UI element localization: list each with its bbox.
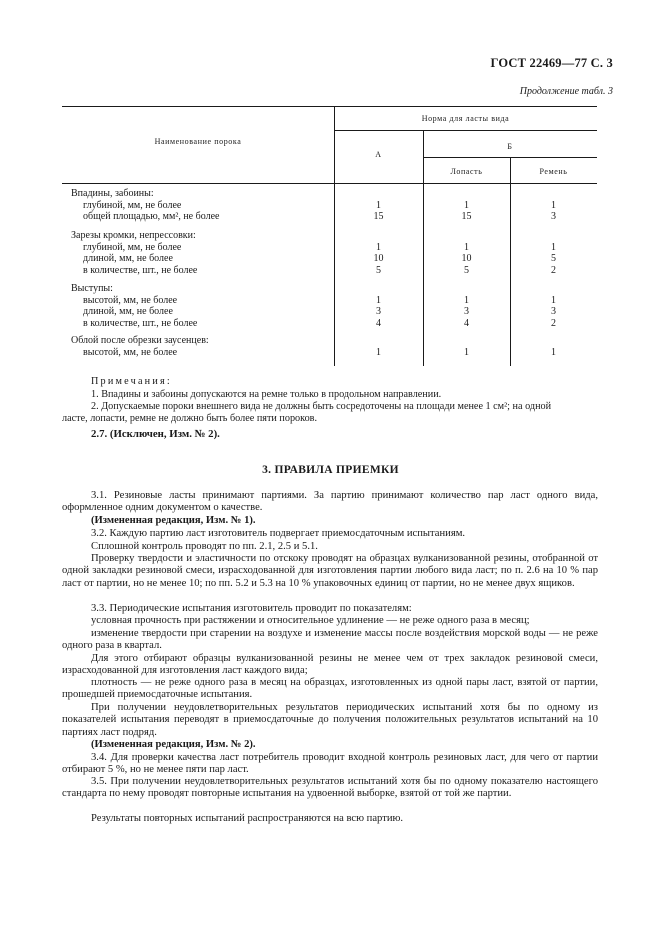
- value-lopast: 1: [464, 199, 469, 211]
- value-remen: 1: [551, 294, 556, 306]
- row-label: в количестве, шт., не более: [83, 317, 198, 329]
- row-label: глубиной, мм, не более: [83, 241, 182, 253]
- value-type-a: 3: [376, 306, 381, 317]
- group-title: Облой после обрезки заусенцев:: [71, 335, 209, 346]
- paragraph-3-4: 3.4. Для проверки качества ласт потребитель проводит входной контроль резиновых ласт, для чего от партии отбирают 5 %, но не менее пяти пар ласт.: [62, 752, 598, 776]
- note-2: 2. Допускаемые пороки внешнего вида не должны быть сосредоточены на площади менее 1 см²; на одной: [91, 401, 552, 412]
- value-type-a: 15: [373, 211, 384, 222]
- value-lopast: 4: [464, 317, 469, 329]
- row-label: высотой, мм, не более: [83, 346, 178, 358]
- value-remen: 5: [551, 253, 556, 264]
- paragraph-3-3-failure: При получении неудовлетворительных результатов периодических испытаний хотя бы по одному из показателей испытания переводят в приемосдаточные до получения положительных результатов испытаний на 10 партиях ласт подряд.: [62, 702, 598, 738]
- value-type-a: 1: [376, 346, 381, 358]
- value-lopast: 3: [464, 306, 469, 317]
- header-bottom-rule: [62, 183, 597, 184]
- table-top-rule: [62, 106, 597, 107]
- column-header-remen: Ремень: [539, 167, 568, 176]
- paragraph-3-3-strength: условная прочность при растяжении и относительное удлинение — не реже одного раза в месяц;: [91, 615, 530, 626]
- column-header-name: Наименование порока: [154, 137, 242, 146]
- paragraph-3-2-hardness: Проверку твердости и эластичности по отскоку проводят на образцах вулканизованной резины, отобранной от одной закладки резиновой смеси, израсходованной для изготовления партии любого вида ласт; по п. 2.6 на 10 % пар ласт от партии, но не менее 10; по пп. 5.2 и 5.3 на 10 % упаковочных единиц от партии, но не менее двух ящиков.: [62, 553, 598, 589]
- paragraph-3-3-samples: Для этого отбирают образцы вулканизованной резины не менее чем от трех закладок резиновой смеси, израсходованной для изготовления ласт каждого вида;: [62, 653, 598, 677]
- value-lopast: 1: [464, 346, 469, 358]
- paragraph-3-2-continuous-control: Сплошной контроль проводят по пп. 2.1, 2.5 и 5.1.: [91, 541, 318, 552]
- group-title: Зарезы кромки, непрессовки:: [71, 230, 196, 241]
- value-type-a: 1: [376, 241, 381, 253]
- value-remen: 2: [551, 317, 556, 329]
- value-remen: 3: [551, 306, 556, 317]
- value-type-a: 10: [373, 253, 384, 264]
- row-label: длиной, мм, не более: [83, 306, 173, 317]
- note-2-continued: ласте, лопасти, ремне не должно быть более пяти пороков.: [62, 413, 318, 424]
- norm-header-rule: [334, 130, 597, 131]
- paragraph-3-5-retest: Результаты повторных испытаний распространяются на всю партию.: [91, 813, 404, 824]
- row-label: глубиной, мм, не более: [83, 199, 182, 211]
- group-title: Впадины, забоины:: [71, 188, 154, 199]
- row-label: в количестве, шт., не более: [83, 264, 198, 276]
- amendment-note-1: (Измененная редакция, Изм. № 1).: [91, 515, 256, 526]
- paragraph-3-5: 3.5. При получении неудовлетворительных результатов испытаний хотя бы по одному показателю настоящего стандарта по нему проводят повторные испытания на удвоенной выборке, взятой от той же партии.: [62, 776, 598, 800]
- paragraph-3-3-density: плотность — не реже одного раза в месяц на образцах, изготовленных из одной пары ласт, взятой от партии, прошедшей приемосдаточные испытания.: [62, 677, 598, 701]
- paragraph-3-3-aging: изменение твердости при старении на воздухе и изменение массы после воздействия морской воды — не реже одного раза в квартал.: [62, 628, 598, 652]
- row-label: длиной, мм, не более: [83, 253, 173, 264]
- column-header-lopast: Лопасть: [450, 167, 483, 176]
- group-title: Выступы:: [71, 283, 113, 294]
- defects-table: [62, 106, 597, 366]
- column-header-type-a: А: [375, 150, 382, 159]
- value-remen: 1: [551, 346, 556, 358]
- value-lopast: 5: [464, 264, 469, 276]
- value-type-a: 5: [376, 264, 381, 276]
- value-remen: 1: [551, 241, 556, 253]
- document-header: ГОСТ 22469—77 С. 3: [490, 56, 613, 70]
- paragraph-3-1: 3.1. Резиновые ласты принимают партиями. За партию принимают количество пар ласт одного вида, оформленное одним документом о качестве.: [62, 490, 598, 514]
- row-label: общей площадью, мм², не более: [83, 211, 220, 222]
- paragraph-3-3: 3.3. Периодические испытания изготовитель проводит по показателям:: [91, 603, 412, 614]
- table-continuation-label: Продолжение табл. 3: [519, 86, 613, 97]
- value-lopast: 1: [464, 241, 469, 253]
- note-1: 1. Впадины и забоины допускаются на ремне только в продольном направлении.: [91, 389, 442, 400]
- value-remen: 3: [551, 211, 556, 222]
- column-header-norm: Норма для ласты вида: [421, 114, 510, 123]
- value-type-a: 1: [376, 199, 381, 211]
- value-lopast: 10: [461, 253, 472, 264]
- paragraph-2-7: 2.7. (Исключен, Изм. № 2).: [91, 428, 220, 440]
- value-remen: 2: [551, 264, 556, 276]
- notes-title: Примечания:: [91, 376, 172, 387]
- row-label: высотой, мм, не более: [83, 294, 178, 306]
- section-title: 3. ПРАВИЛА ПРИЕМКИ: [262, 464, 399, 476]
- value-type-a: 4: [376, 317, 381, 329]
- value-lopast: 15: [461, 211, 472, 222]
- column-header-type-b: Б: [507, 142, 513, 151]
- value-remen: 1: [551, 199, 556, 211]
- value-lopast: 1: [464, 294, 469, 306]
- value-type-a: 1: [376, 294, 381, 306]
- paragraph-3-2: 3.2. Каждую партию ласт изготовитель подвергает приемосдаточным испытаниям.: [91, 528, 466, 539]
- amendment-note-2: (Измененная редакция, Изм. № 2).: [91, 739, 256, 750]
